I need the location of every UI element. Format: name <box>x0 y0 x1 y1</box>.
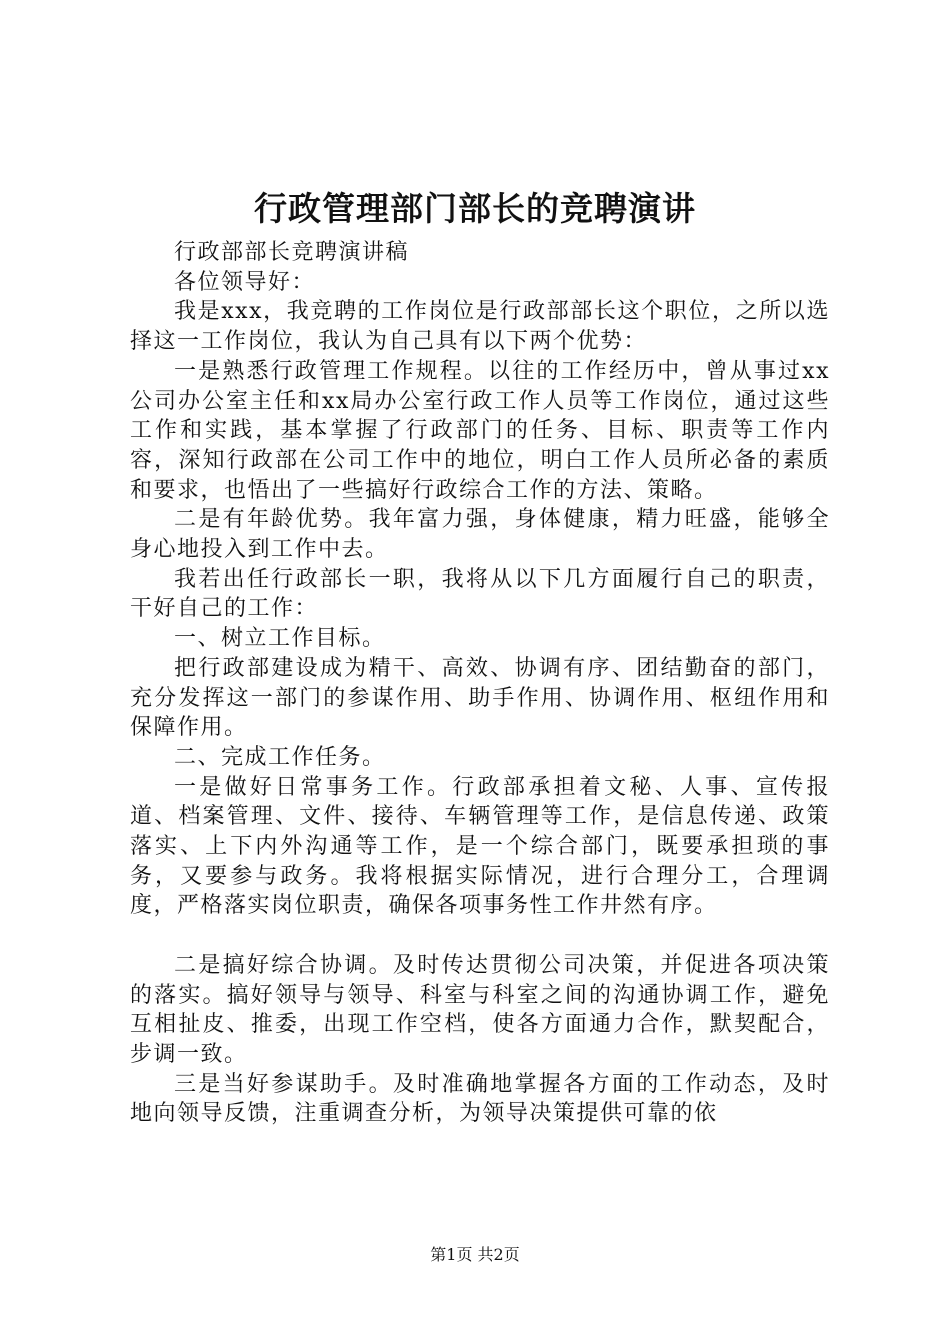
paragraph: 二是有年龄优势。我年富力强，身体健康，精力旺盛，能够全身心地投入到工作中去。 <box>130 507 830 563</box>
paragraph: 各位领导好： <box>174 269 316 295</box>
document-body <box>130 238 830 1129</box>
paragraph: 一、树立工作目标。 <box>174 626 386 652</box>
paragraph: 一是做好日常事务工作。行政部承担着文秘、人事、宣传报道、档案管理、文件、接待、车辆管理等工作，是信息传递、政策落实、上下内外沟通等工作，是一个综合部门，既要承担琐的事务，又要参与政务。我将根据实际情况，进行合理分工，合理调度，严格落实岗位职责，确保各项事务性工作井然有序。 <box>130 774 830 919</box>
paragraph: 我是xxx，我竞聘的工作岗位是行政部部长这个职位，之所以选择这一工作岗位，我认为自己具有以下两个优势： <box>130 299 830 355</box>
paragraph: 一是熟悉行政管理工作规程。以往的工作经历中，曾从事过xx公司办公室主任和xx局办公室行政工作人员等工作岗位，通过这些工作和实践，基本掌握了行政部门的任务、目标、职责等工作内容，深知行政部在公司工作中的地位，明白工作人员所必备的素质和要求，也悟出了一些搞好行政综合工作的方法、策略。 <box>130 358 830 503</box>
paragraph: 行政部部长竞聘演讲稿 <box>174 240 410 265</box>
paragraph: 二、完成工作任务。 <box>174 744 386 770</box>
paragraph: 我若出任行政部长一职，我将从以下几方面履行自己的职责，干好自己的工作： <box>130 566 830 622</box>
document-title: 行政管理部门部长的竞聘演讲 <box>254 189 696 228</box>
paragraph: 把行政部建设成为精干、高效、协调有序、团结勤奋的部门，充分发挥这一部门的参谋作用、助手作用、协调作用、枢纽作用和保障作用。 <box>130 655 830 741</box>
paragraph: 三是当好参谋助手。及时准确地掌握各方面的工作动态，及时地向领导反馈，注重调查分析，为领导决策提供可靠的依 <box>130 1071 830 1127</box>
paragraph: 二是搞好综合协调。及时传达贯彻公司决策，并促进各项决策的落实。搞好领导与领导、科室与科室之间的沟通协调工作，避免互相扯皮、推委，出现工作空档，使各方面通力合作，默契配合，步调一致。 <box>130 952 830 1067</box>
page-number: 第1页 共2页 <box>430 1245 520 1264</box>
